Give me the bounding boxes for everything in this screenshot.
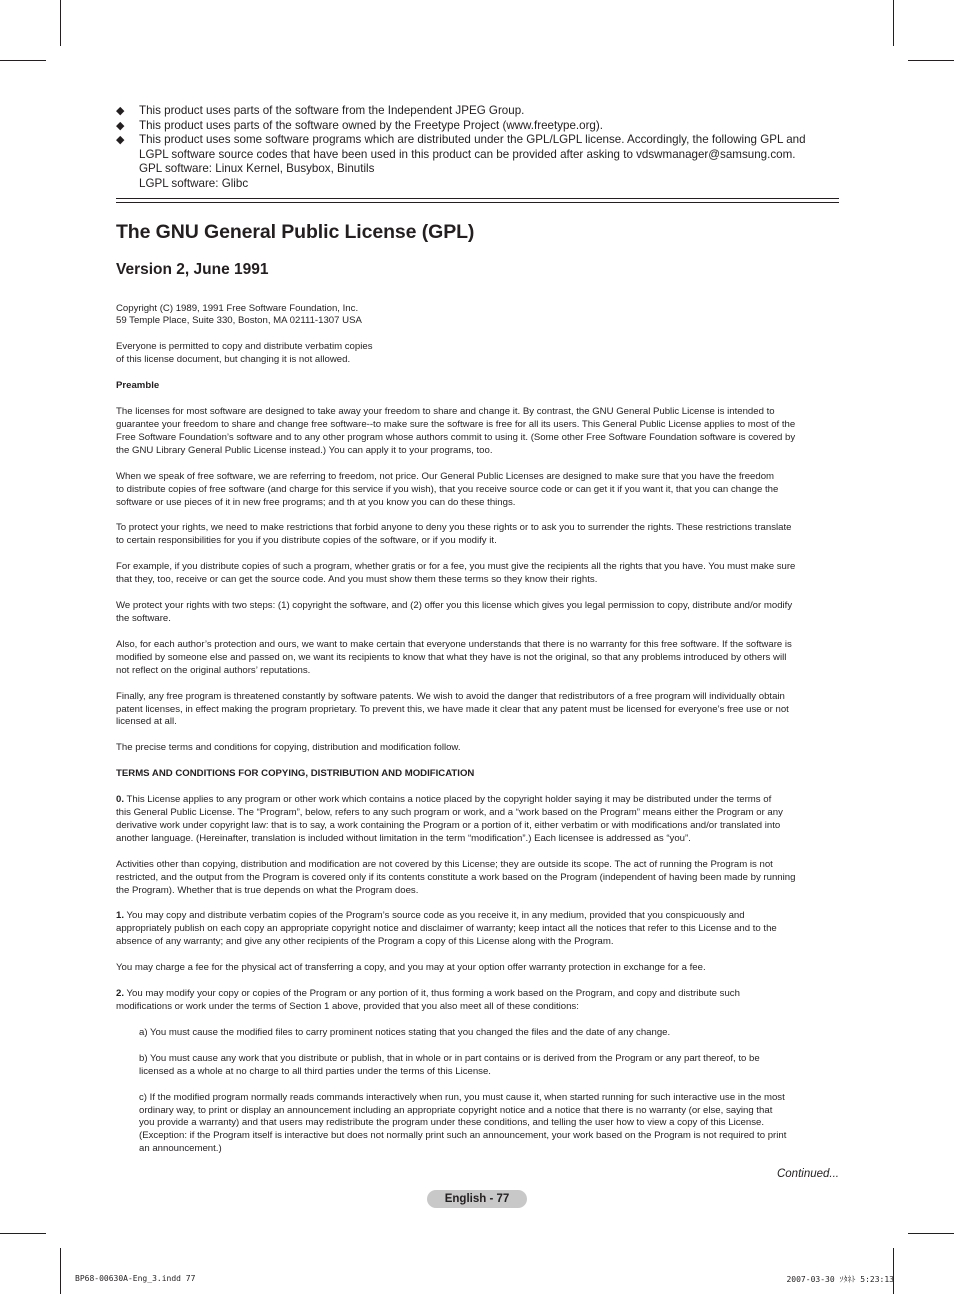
slug-right: 2007-03-30 ｿﾀﾈﾄ 5:23:13 <box>786 1275 894 1284</box>
text-line: another language. (Hereinafter, translation is included without limitation in the term “modification”.) Each licensee is addressed as “you”. <box>116 832 691 844</box>
license-body <box>116 303 839 1157</box>
paragraph <box>116 561 839 587</box>
text-line: the GNU Library General Public License instead.) You can apply it to your programs, too. <box>116 444 493 456</box>
text-line: absence of any warranty; and give any other recipients of the Program a copy of this License along with the Program. <box>116 936 614 948</box>
text-line: guarantee your freedom to share and change free software--to make sure the software is free for all its users. This General Public License applies to most of the <box>116 419 796 430</box>
text-line: TERMS AND CONDITIONS FOR COPYING, DISTRIBUTION AND MODIFICATION <box>116 768 475 780</box>
text-line: an announcement.) <box>139 1143 222 1155</box>
text-line: b) You must cause any work that you distribute or publish, that in whole or in part contains or is derived from the Program or any part thereof, to be <box>139 1052 760 1064</box>
text-line: 59 Temple Place, Suite 330, Boston, MA 02111-1307 USA <box>116 315 362 327</box>
page-subtitle: Version 2, June 1991 <box>116 260 269 278</box>
paragraph <box>116 910 839 949</box>
text-line: not reflect on the original authors’ reputations. <box>116 664 311 676</box>
text-line: the software. <box>116 612 171 624</box>
text-line: the Program). Whether that is true depends on what the Program does. <box>116 884 419 896</box>
text-line: To protect your rights, we need to make restrictions that forbid anyone to deny you these rights or to ask you to surrender the rights. These restrictions translate <box>116 522 792 534</box>
notice-item <box>116 119 839 134</box>
page-content <box>116 104 839 1169</box>
section-heading <box>116 380 839 393</box>
paragraph <box>116 988 839 1014</box>
text-line: to distribute copies of free software (and charge for this service if you wish), that you receive source code or can get it if you want it, that you can change the <box>116 483 779 495</box>
text-line <box>116 910 839 923</box>
crop-mark <box>0 60 46 61</box>
text-line: licensed as a whole at no charge to all third parties under the terms of this License. <box>139 1065 491 1077</box>
text-line: When we speak of free software, we are referring to freedom, not price. Our General Public Licenses are designed to make sure that you have the freedom <box>116 470 775 482</box>
text-line: modifications or work under the terms of Section 1 above, provided that you also meet all of these conditions: <box>116 1001 579 1012</box>
page-title: The GNU General Public License (GPL) <box>116 220 475 243</box>
paragraph <box>116 522 839 548</box>
paragraph <box>116 471 839 510</box>
text-line: Free Software Foundation’s software and to any other program whose authors commit to using it. (Some other Free Software Foundation software is covered by <box>116 431 796 443</box>
text-line: to certain responsibilities for you if you distribute copies of the software, or if you modify it. <box>116 535 497 547</box>
paragraph <box>116 859 839 898</box>
clause-text: You may copy and distribute verbatim copies of the Program’s source code as you receive it, in any medium, provided that you conspicuously and <box>124 910 745 922</box>
clause-number: 1. <box>116 910 125 922</box>
section-heading <box>116 768 839 781</box>
notice-line: This product uses parts of the software from the Independent JPEG Group. <box>139 104 525 117</box>
text-line: that they, too, receive or can get the source code. And you must show them these terms so they know their rights. <box>116 574 598 586</box>
text-line: Preamble <box>116 380 160 392</box>
clause-text: You may modify your copy or copies of the Program or any portion of it, thus forming a work based on the Program, and copy and distribute such <box>124 988 740 1000</box>
paragraph <box>116 794 839 846</box>
paragraph <box>116 341 839 367</box>
paragraph <box>116 742 839 755</box>
crop-mark <box>908 60 954 61</box>
paragraph <box>116 406 839 458</box>
text-line: ordinary way, to print or display an announcement including an appropriate copyright notice and a notice that there is no warranty (or else, saying that <box>139 1104 773 1116</box>
text-line: Also, for each author’s protection and ours, we want to make certain that everyone understands that there is no warranty for this free software. If the software is <box>116 638 792 650</box>
page-number-badge: English - 77 <box>427 1190 527 1208</box>
text-line: The precise terms and conditions for copying, distribution and modification follow. <box>116 742 461 754</box>
notice-list <box>116 104 839 192</box>
slug-left: BP68-00630A-Eng_3.indd 77 <box>75 1274 196 1283</box>
paragraph <box>116 1027 839 1040</box>
crop-mark <box>893 0 894 46</box>
text-line: Everyone is permitted to copy and distribute verbatim copies <box>116 341 373 353</box>
text-line: derivative work under copyright law: that is to say, a work containing the Program or a portion of it, either verbatim or with modifications and/or translated into <box>116 819 781 831</box>
clause-number: 2. <box>116 988 125 1000</box>
text-line: modified by someone else and passed on, we want its recipients to know that what they have is not the original, so that any problems introduced by others will <box>116 651 787 663</box>
paragraph <box>116 1092 839 1157</box>
crop-mark <box>0 1233 46 1234</box>
notice-line: LGPL software: Glibc <box>139 176 249 190</box>
paragraph <box>116 691 839 730</box>
text-line: you provide a warranty) and that users may redistribute the program under these conditions, and telling the user how to view a copy of this License. <box>139 1117 764 1129</box>
text-line: Finally, any free program is threatened constantly by software patents. We wish to avoid the danger that redistributors of a free program will individually obtain <box>116 690 785 702</box>
diamond-bullet-icon: ◆ <box>116 119 125 132</box>
text-line: c) If the modified program normally reads commands interactively when run, you must cause it, when started running for such interactive use in the most <box>139 1091 785 1103</box>
clause-text: This License applies to any program or other work which contains a notice placed by the copyright holder saying it may be distributed under the terms of <box>124 794 772 806</box>
text-line: For example, if you distribute copies of such a program, whether gratis or for a fee, you must give the recipients all the rights that you have. You must make sure <box>116 561 796 573</box>
divider <box>116 202 839 203</box>
text-line: Copyright (C) 1989, 1991 Free Software Foundation, Inc. <box>116 302 359 314</box>
crop-mark <box>60 1248 61 1294</box>
crop-mark <box>908 1233 954 1234</box>
notice-item <box>116 104 839 119</box>
notice-item <box>116 133 839 191</box>
diamond-bullet-icon: ◆ <box>116 105 125 117</box>
text-line: restricted, and the output from the Program is covered only if its contents constitute a work based on the Program (independent of having been made by running <box>116 871 796 883</box>
text-line: patent licenses, in effect making the program proprietary. To prevent this, we have made it clear that any patent must be licensed for everyone’s free use or not <box>116 703 789 715</box>
text-line: The licenses for most software are designed to take away your freedom to share and change it. By contrast, the GNU General Public License is intended to <box>116 406 775 418</box>
text-line <box>116 988 839 1001</box>
paragraph <box>116 303 839 329</box>
text-line: You may charge a fee for the physical act of transferring a copy, and you may at your option offer warranty protection in exchange for a fee. <box>116 962 706 974</box>
text-line: (Exception: if the Program itself is interactive but does not normally print such an announcement, your work based on the Program is not required to print <box>139 1130 787 1142</box>
text-line: We protect your rights with two steps: (1) copyright the software, and (2) offer you this license which gives you legal permission to copy, distribute and/or modify <box>116 600 793 612</box>
text-line: software or use pieces of it in new free programs; and th at you know you can do these things. <box>116 496 516 508</box>
notice-line: GPL software: Linux Kernel, Busybox, Binutils <box>139 162 375 176</box>
diamond-bullet-icon: ◆ <box>116 134 125 147</box>
paragraph <box>116 600 839 626</box>
crop-mark <box>893 1248 894 1294</box>
paragraph <box>116 639 839 678</box>
text-line: appropriately publish on each copy an appropriate copyright notice and disclaimer of warranty; keep intact all the notices that refer to this License and to the <box>116 923 777 935</box>
notice-line: This product uses parts of the software owned by the Freetype Project (www.freetype.org). <box>139 118 603 132</box>
notice-line: This product uses some software programs which are distributed under the GPL/LGPL license. Accordingly, the following GPL and <box>139 133 806 147</box>
crop-mark <box>60 0 61 46</box>
paragraph <box>116 962 839 975</box>
text-line: a) You must cause the modified files to carry prominent notices stating that you changed the files and the date of any change. <box>139 1026 671 1038</box>
text-line: of this license document, but changing it is not allowed. <box>116 354 351 366</box>
notice-line: LGPL software source codes that have been used in this product can be provided after asking to vdswmanager@samsung.com. <box>139 147 796 161</box>
clause-number: 0. <box>116 794 125 806</box>
text-line <box>116 794 839 807</box>
text-line: Activities other than copying, distribution and modification are not covered by this License; they are outside its scope. The act of running the Program is not <box>116 858 773 870</box>
continued-note: Continued... <box>776 1168 839 1180</box>
text-line: this General Public License. The “Program”, below, refers to any such program or work, and a “work based on the Program” means either the Program or any <box>116 807 783 819</box>
paragraph <box>116 1053 839 1079</box>
text-line: licensed at all. <box>116 716 177 728</box>
divider <box>116 198 839 200</box>
